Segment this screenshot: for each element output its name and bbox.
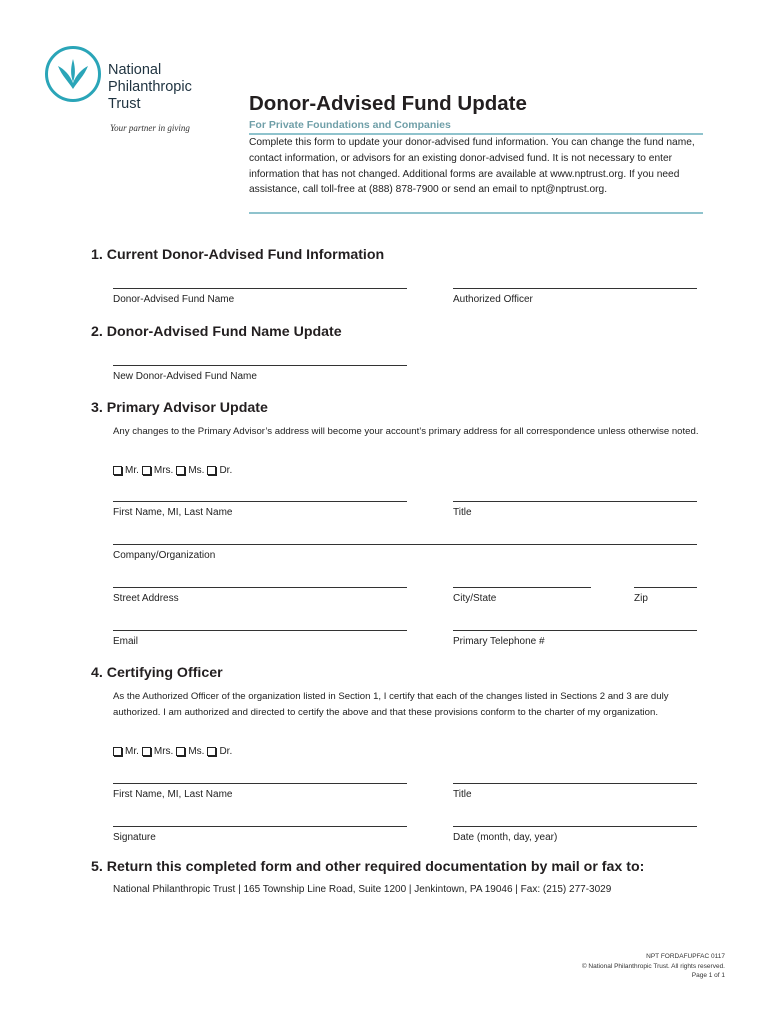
- tagline: Your partner in giving: [110, 123, 190, 133]
- phone-field[interactable]: [453, 630, 697, 631]
- section-5-heading: 5. Return this completed form and other required documentation by mail or fax to:: [91, 859, 645, 875]
- advisor-title-label: Title: [453, 507, 472, 518]
- section-2-heading: 2. Donor-Advised Fund Name Update: [91, 324, 342, 340]
- section-4-heading: 4. Certifying Officer: [91, 665, 223, 681]
- honorific-mr[interactable]: Mr.: [113, 465, 139, 476]
- new-fund-name-field[interactable]: [113, 365, 407, 366]
- zip-label: Zip: [634, 593, 648, 604]
- checkbox-icon[interactable]: [142, 466, 151, 475]
- city-state-field[interactable]: [453, 587, 591, 588]
- authorized-officer-field[interactable]: [453, 288, 697, 289]
- honorific-ms[interactable]: Ms.: [176, 465, 204, 476]
- intro-text: Complete this form to update your donor-advised fund information. You can change the fund name, contact information, or advisors for an existing donor-advised fund. It is not necessary to enter information that has not changed. Additional forms are available at www.nptrust.org. If you need assistance, call toll-free at (888) 878-7900 or send an email to npt@nptrust.org.: [249, 137, 695, 196]
- date-label: Date (month, day, year): [453, 832, 558, 843]
- page-number: Page 1 of 1: [691, 972, 725, 979]
- checkbox-icon[interactable]: [207, 747, 216, 756]
- form-code: NPT FORDAFUPFAC 0117: [646, 953, 725, 960]
- npt-logo-icon: [44, 45, 102, 103]
- officer-title-field[interactable]: [453, 783, 697, 784]
- officer-honorific-ms[interactable]: Ms.: [176, 746, 204, 757]
- honorific-dr[interactable]: Dr.: [207, 465, 232, 476]
- advisor-name-label: First Name, MI, Last Name: [113, 507, 233, 518]
- section-4-note: As the Authorized Officer of the organization listed in Section 1, I certify that each of the changes listed in Sections 2 and 3 are duly authorized. I am authorized and directed to certify the above and that these provisions conform to the charter of my organization.: [113, 691, 669, 718]
- officer-honorific-mrs[interactable]: Mrs.: [142, 746, 173, 757]
- checkbox-icon[interactable]: [176, 466, 185, 475]
- checkbox-icon[interactable]: [113, 747, 122, 756]
- org-name: [108, 62, 192, 113]
- checkbox-icon[interactable]: [113, 466, 122, 475]
- org-name-line: Trust: [108, 96, 141, 112]
- section-3-note: Any changes to the Primary Advisor’s address will become your account’s primary address for all correspondence unless otherwise noted.: [113, 426, 699, 437]
- return-address: National Philanthropic Trust | 165 Township Line Road, Suite 1200 | Jenkintown, PA 19046 | Fax: (215) 277-3029: [113, 884, 612, 895]
- fund-name-label: Donor-Advised Fund Name: [113, 294, 235, 305]
- section-3-heading: 3. Primary Advisor Update: [91, 400, 268, 416]
- form-title: Donor-Advised Fund Update: [249, 92, 527, 115]
- officer-name-field[interactable]: [113, 783, 407, 784]
- company-label: Company/Organization: [113, 550, 216, 561]
- fund-name-field[interactable]: [113, 288, 407, 289]
- officer-title-label: Title: [453, 789, 472, 800]
- honorific-mrs[interactable]: Mrs.: [142, 465, 173, 476]
- officer-name-label: First Name, MI, Last Name: [113, 789, 233, 800]
- officer-honorific-dr[interactable]: Dr.: [207, 746, 232, 757]
- date-field[interactable]: [453, 826, 697, 827]
- advisor-name-field[interactable]: [113, 501, 407, 502]
- officer-honorific-options: [113, 746, 235, 757]
- street-field[interactable]: [113, 587, 407, 588]
- intro-rule: [249, 212, 703, 214]
- copyright: © National Philanthropic Trust. All rights reserved.: [581, 962, 725, 970]
- phone-label: Primary Telephone #: [453, 636, 545, 647]
- section-1-heading: 1. Current Donor-Advised Fund Information: [91, 247, 385, 263]
- signature-label: Signature: [113, 832, 156, 843]
- new-fund-name-label: New Donor-Advised Fund Name: [113, 371, 257, 382]
- checkbox-icon[interactable]: [207, 466, 216, 475]
- company-field[interactable]: [113, 544, 697, 545]
- org-name-line: Philanthropic: [108, 79, 192, 95]
- email-field[interactable]: [113, 630, 407, 631]
- email-label: Email: [113, 636, 139, 647]
- zip-field[interactable]: [634, 587, 697, 588]
- honorific-options: [113, 465, 235, 476]
- checkbox-icon[interactable]: [176, 747, 185, 756]
- officer-honorific-mr[interactable]: Mr.: [113, 746, 139, 757]
- page-footer: [582, 952, 725, 981]
- street-label: Street Address: [113, 593, 179, 604]
- npt-logo: [44, 45, 102, 103]
- org-name-line: National: [108, 62, 162, 78]
- advisor-title-field[interactable]: [453, 501, 697, 502]
- authorized-officer-label: Authorized Officer: [453, 294, 533, 305]
- signature-field[interactable]: [113, 826, 407, 827]
- form-subtitle: For Private Foundations and Companies: [249, 119, 451, 131]
- city-state-label: City/State: [453, 593, 497, 604]
- checkbox-icon[interactable]: [142, 747, 151, 756]
